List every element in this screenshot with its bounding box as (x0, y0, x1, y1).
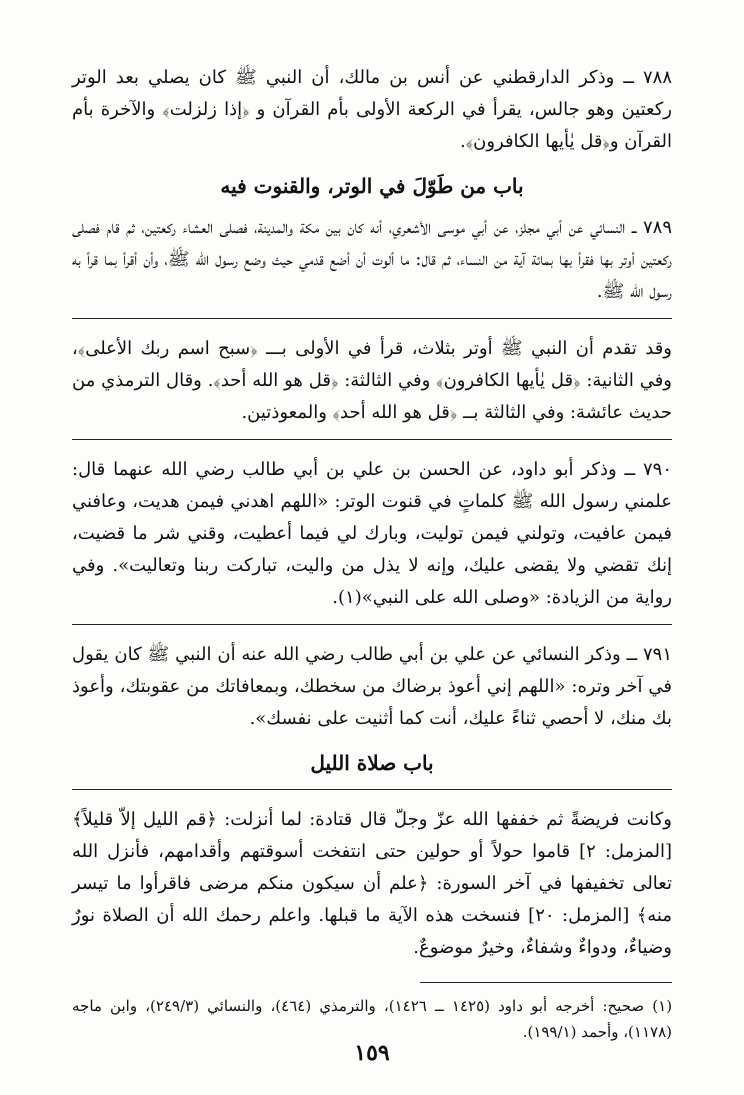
chapter-heading-qunut: باب من طَوّلَ في الوتر، والقنوت فيه (220, 174, 524, 198)
footnote-divider (420, 982, 672, 983)
hadith-790: ٧٩٠ ــ وذكر أبو داود، عن الحسن بن علي بن أبي طالب رضي الله عنهما قال: علمني رسول الله ﷺ كلماتٍ في قنوت الوتر: «اللهم اهدني فيمن هديت، وعافني فيمن عافيت، وتولني فيمن توليت، وبارك لي فيما أعطيت، وقني شر ما قضيت، إنك تقضي ولا يقضى عليك، وإنه لا يذل من واليت، تباركت ربنا وتعاليت». وفي رواية من الزيادة: «وصلى الله على النبي»(١). (72, 459, 672, 608)
chapter-heading-night-prayer: باب صلاة الليل (310, 751, 434, 775)
hadith-791: ٧٩١ ــ وذكر النسائي عن علي بن أبي طالب رضي الله عنه أن النبي ﷺ كان يقول في آخر وتره: «اللهم إني أعوذ برضاك من سخطك، وبمعافاتك من عقوبتك، وأعوذ بك منك، لا أحصي ثناءً عليك، أنت كما أثنيت على نفسك». (72, 644, 672, 729)
hadith-789: ٧٨٩ ــ النسائي عن أبي مجلز، عن أبي موسى الأشعري، أنه كان بين مكة والمدينة، فصلى العشاء ركعتين، ثم قام فصلى ركعتين أوتر بها فقرأ بها بمائة آية من النساء، ثم قال: ما ألوت أن أضع قدمي حيث وضع رسول الله ﷺ، وأن أقرأ بما قرأ به رسول الله ﷺ. (72, 217, 672, 302)
night-prayer-text: وكانت فريضةً ثم خففها الله عزّ وجلّ قال قتادة: لما أنزلت: ﴿قم الليل إلاّ قليلاً﴾ [المزمل: ٢] قاموا حولاً أو حولين حتى انتفخت أسوقتهم وأقدامهم، فأنزل الله تعالى تخفيفها في آخر السورة: ﴿علم أن سيكون منكم مرضى فاقرأوا ما تيسر منه﴾ [المزمل: ٢٠] فنسخت هذه الآية ما قبلها. واعلم رحمك الله أن الصلاة نورٌ وضياءٌ، ودواءٌ وشفاءٌ، وخيرٌ موضوعٌ. (72, 809, 673, 958)
page-number: ١٥٩ (354, 1040, 390, 1066)
section-divider (72, 624, 672, 625)
section-divider (72, 439, 672, 440)
hadith-788: ٧٨٨ ــ وذكر الدارقطني عن أنس بن مالك، أن النبي ﷺ كان يصلي بعد الوتر ركعتين وهو جالس، يقرأ في الركعة الأولى بأم القرآن و ﴿إذا زلزلت﴾ والآخرة بأم القرآن و﴿قل يٰأيها الكافرون﴾. (72, 67, 672, 152)
witr-recitation-note: وقد تقدم أن النبي ﷺ أوتر بثلاث، قرأ في الأولى بـــ ﴿سبح اسم ربك الأعلى﴾، وفي الثانية: ﴿قل يٰأيها الكافرون﴾ وفي الثالثة: ﴿قل هو الله أحد﴾. وقال الترمذي من حديث عائشة: وفي الثالثة بــ ﴿قل هو الله أحد﴾ والمعوذتين. (72, 338, 672, 423)
section-divider (72, 789, 672, 790)
section-divider (72, 318, 672, 319)
footnote-1: (١) صحيح: أخرجه أبو داود (١٤٢٥ ــ ١٤٢٦)، والترمذي (٤٦٤)، والنسائي (٢٤٩/٣)، وابن ماجه (١١٧٨)، وأحمد (١٩٩/١). (72, 997, 673, 1041)
